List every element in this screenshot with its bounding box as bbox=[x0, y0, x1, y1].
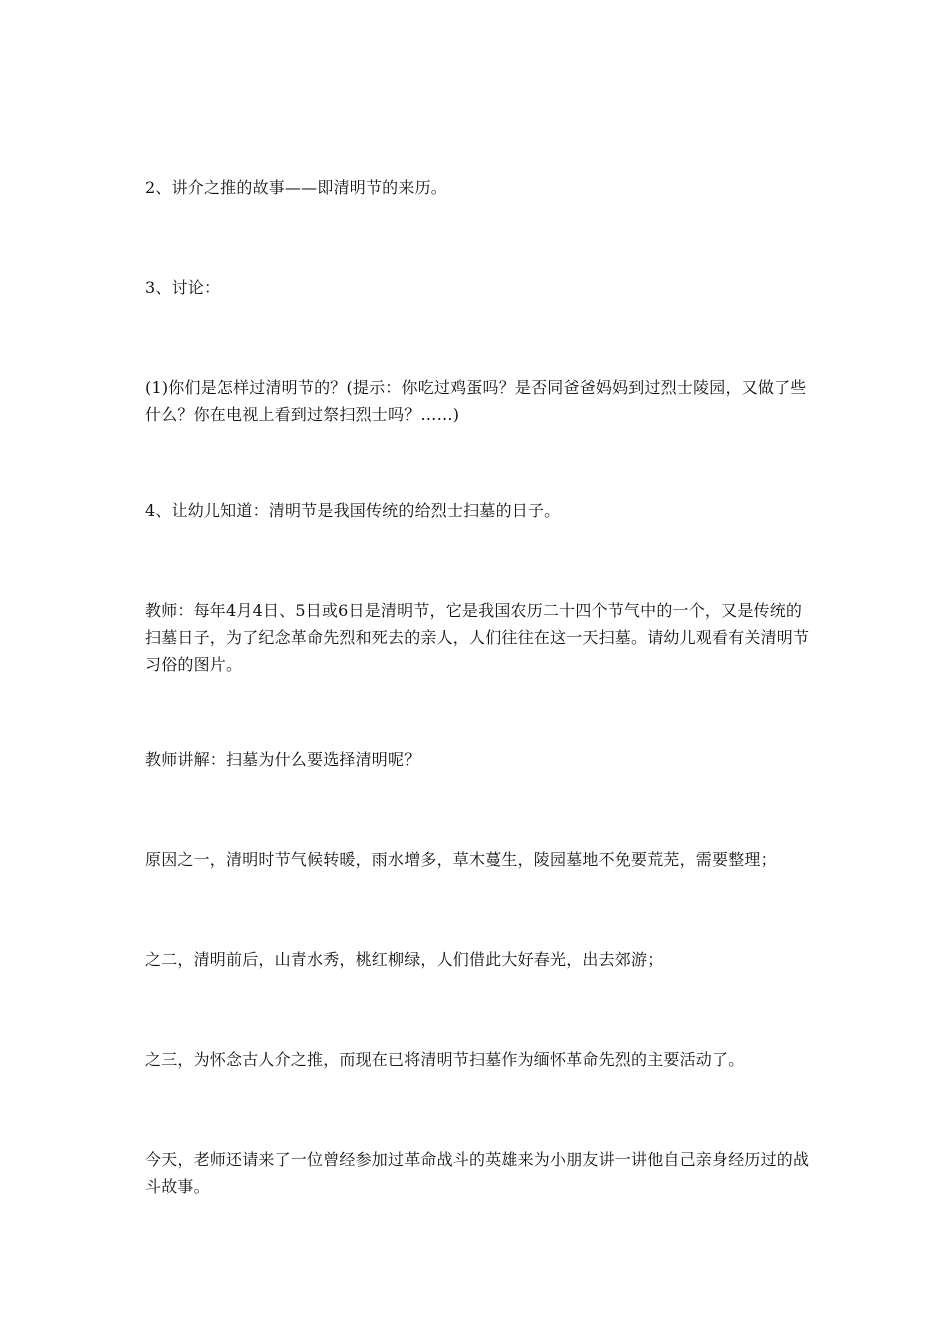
paragraph-hero-story: 今天，老师还请来了一位曾经参加过革命战斗的英雄来为小朋友讲一讲他自己亲身经历过的战斗故事。 bbox=[145, 1150, 810, 1196]
paragraph-reason-three: 之三，为怀念古人介之推，而现在已将清明节扫墓作为缅怀革命先烈的主要活动了。 bbox=[145, 1050, 745, 1069]
paragraph-story-intro: 2、讲介之推的故事——即清明节的来历。 bbox=[145, 178, 447, 197]
paragraph-reason-one: 原因之一，清明时节气候转暖，雨水增多，草木蔓生，陵园墓地不免要荒芜，需要整理； bbox=[145, 850, 777, 869]
paragraph-discussion-question: (1)你们是怎样过清明节的？(提示：你吃过鸡蛋吗？是否同爸爸妈妈到过烈士陵园，又做了些什么？你在电视上看到过祭扫烈士吗？……) bbox=[145, 378, 807, 424]
paragraph-teacher-explain: 教师讲解：扫墓为什么要选择清明呢？ bbox=[145, 750, 421, 769]
paragraph-tomb-sweeping-day: 4、让幼儿知道：清明节是我国传统的给烈士扫墓的日子。 bbox=[145, 501, 561, 520]
paragraph-reason-two: 之二，清明前后，山青水秀，桃红柳绿，人们借此大好春光，出去郊游； bbox=[145, 950, 664, 969]
paragraph-teacher-intro: 教师：每年4月4日、5日或6日是清明节，它是我国农历二十四个节气中的一个，又是传统的扫墓日子，为了纪念革命先烈和死去的亲人，人们往往在这一天扫墓。请幼儿观看有关清明节习俗的图片。 bbox=[145, 601, 810, 674]
paragraph-discussion-heading: 3、讨论： bbox=[145, 278, 221, 297]
